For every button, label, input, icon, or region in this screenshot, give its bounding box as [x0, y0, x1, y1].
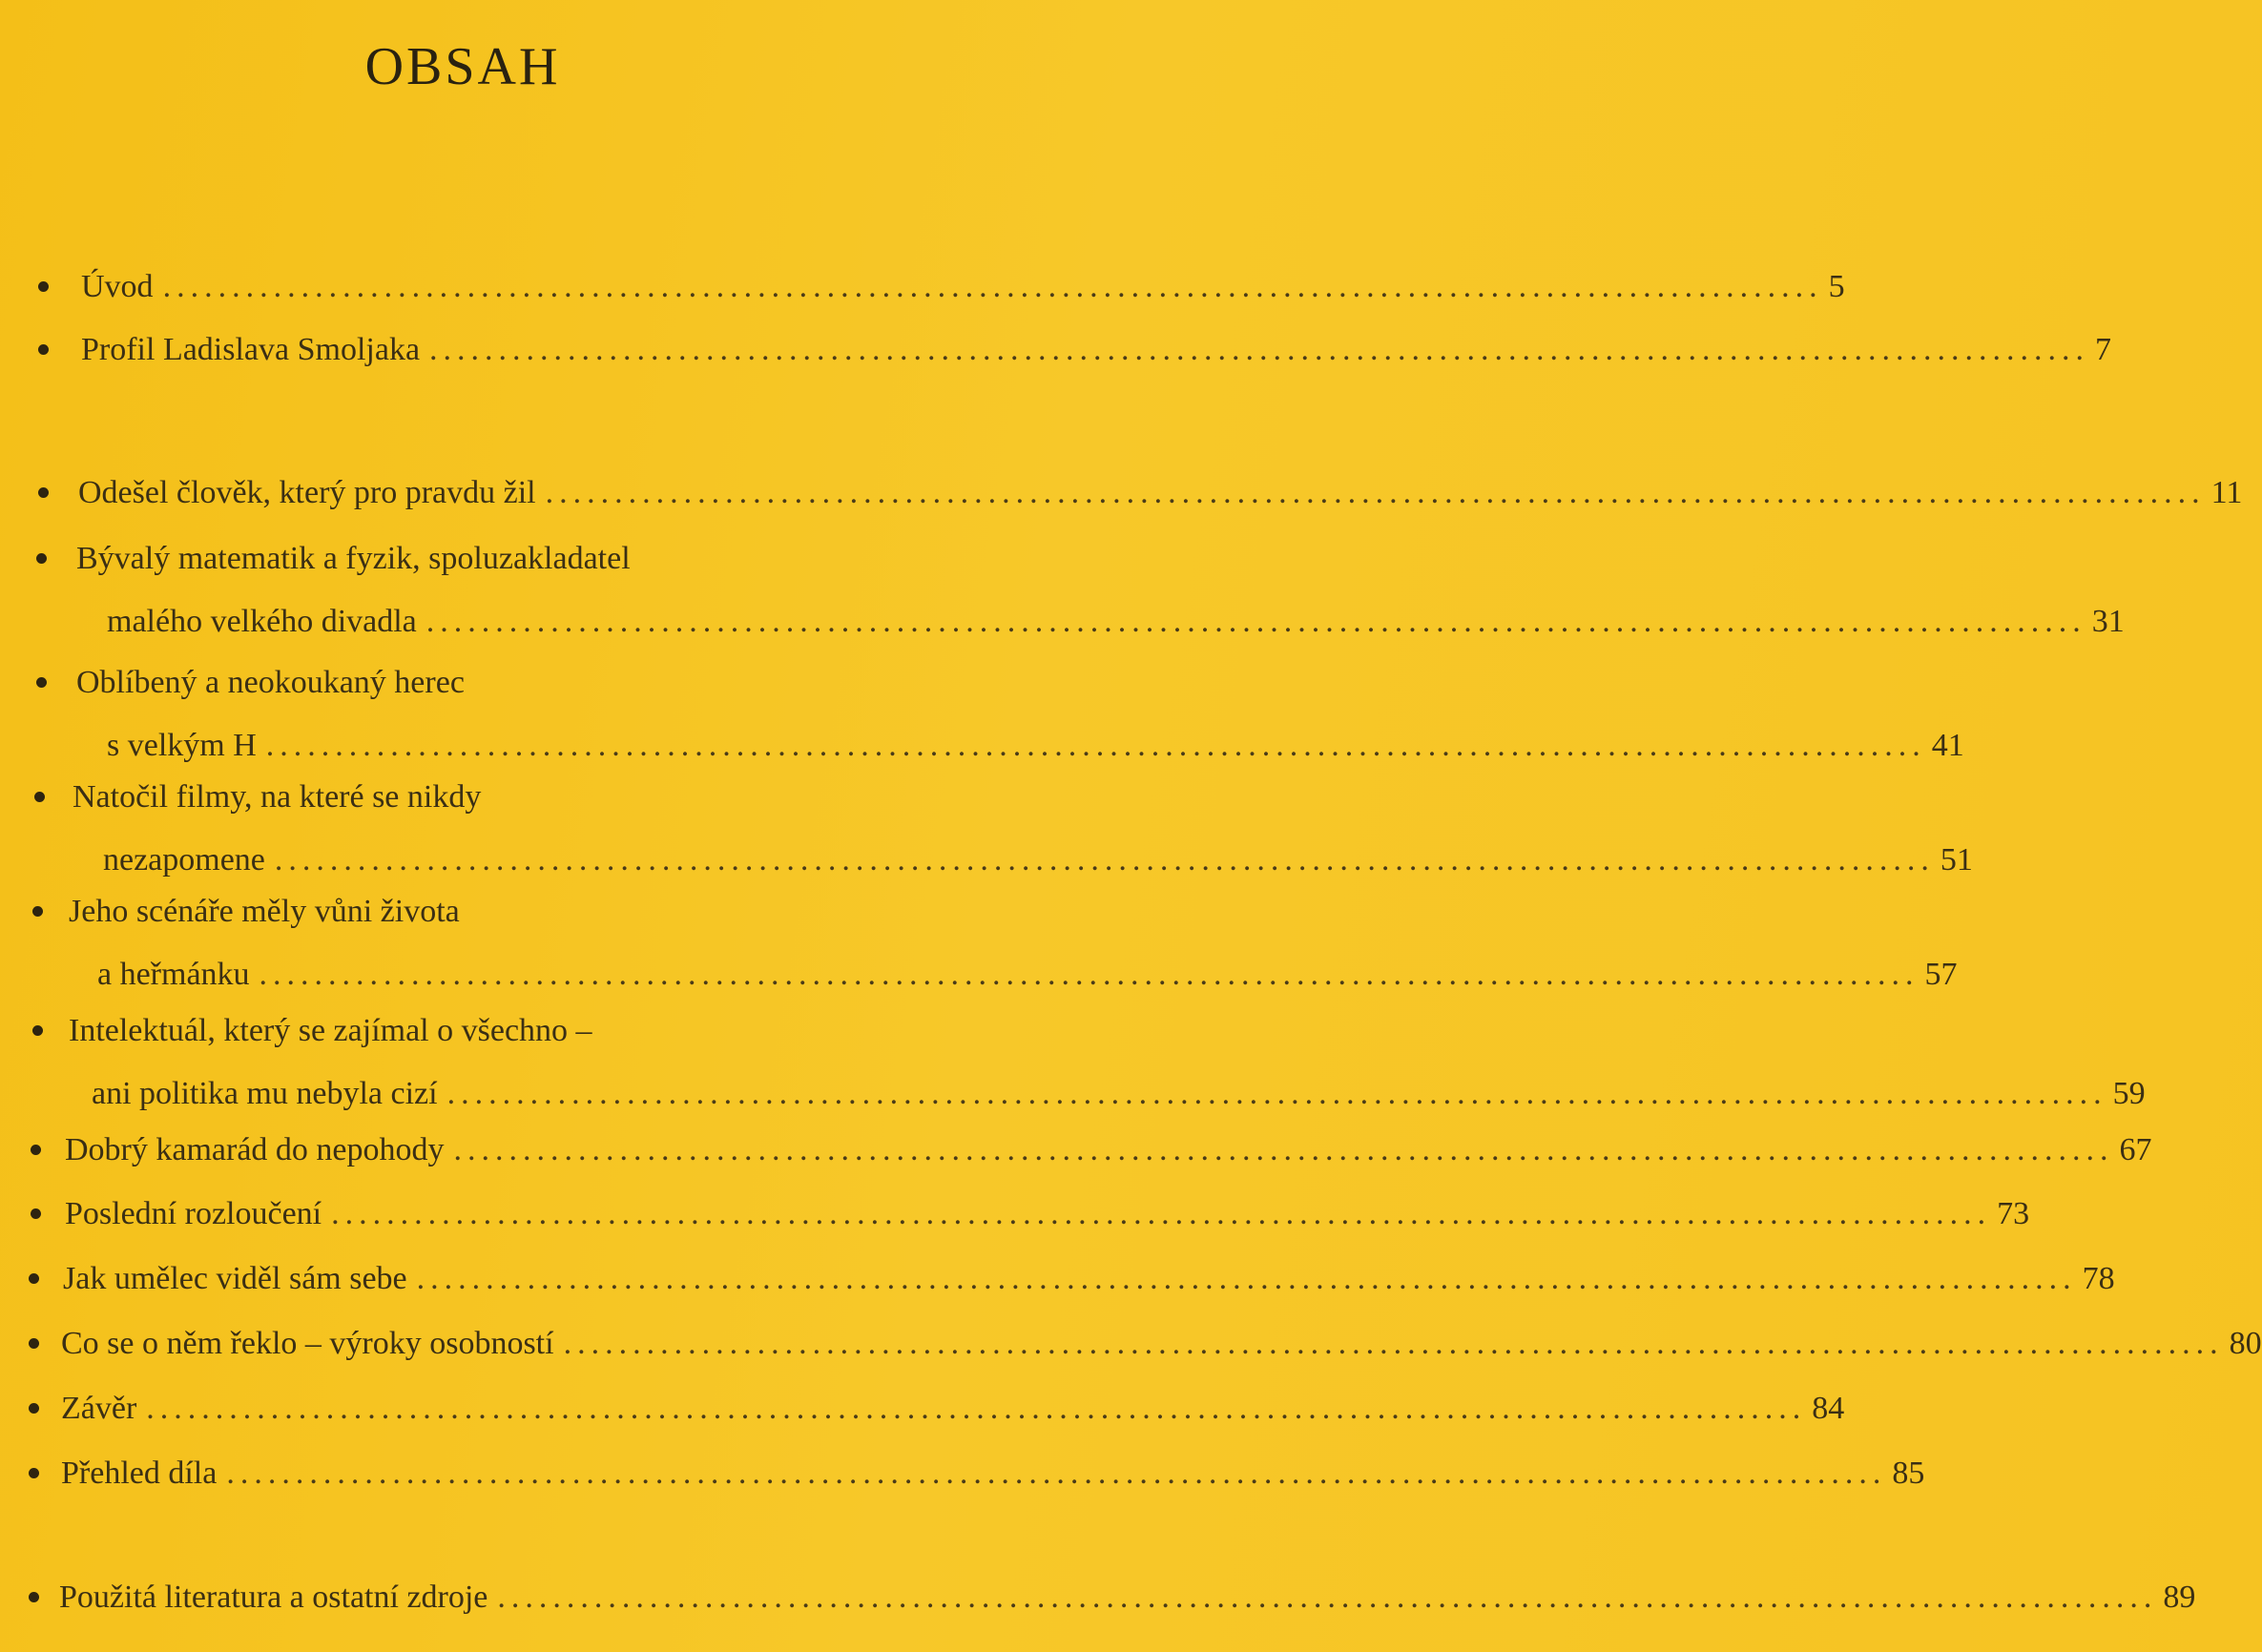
toc-entry[interactable] [32, 892, 1958, 1018]
toc-entry-title: Dobrý kamarád do nepohody [65, 1132, 445, 1167]
bullet-icon [29, 1403, 39, 1414]
toc-entry-title: Profil Ladislava Smoljaka [81, 332, 421, 367]
dot-leader: ........................................................................................................................ [259, 957, 1920, 992]
toc-entry-title: Oblíbený a neokoukaný herec [76, 665, 465, 700]
bullet-icon [29, 1592, 39, 1602]
toc-entry[interactable] [36, 663, 1964, 789]
toc-entry[interactable] [29, 1389, 1845, 1452]
toc-entry[interactable] [38, 267, 1845, 330]
toc-entry[interactable] [29, 1578, 2196, 1641]
toc-page-number: 41 [1931, 728, 1964, 763]
bullet-icon [29, 1338, 39, 1349]
toc-entry-title: Přehled díla [61, 1456, 218, 1491]
bullet-icon [38, 344, 49, 355]
bullet-icon [38, 487, 49, 498]
toc-entry-title: Co se o něm řeklo – výroky osobností [61, 1326, 554, 1361]
toc-entry-title: ani politika mu nebyla cizí [92, 1076, 438, 1111]
toc-entry-title: Odešel člověk, který pro pravdu žil [78, 475, 536, 510]
toc-entry[interactable] [36, 539, 2125, 665]
toc-page-number: 84 [1812, 1391, 1845, 1426]
bullet-icon [31, 1208, 41, 1219]
dot-leader: ........................................................................................................................ [146, 1391, 1807, 1426]
toc-entry-title: Poslední rozloučení [65, 1196, 322, 1231]
toc-page-number: 89 [2163, 1580, 2196, 1615]
dot-leader: ........................................................................................................................ [563, 1326, 2224, 1361]
toc-page-number: 7 [2095, 332, 2112, 367]
toc-page-number: 57 [1924, 957, 1958, 992]
toc-entry-title: Úvod [81, 269, 154, 304]
toc-entry[interactable] [38, 330, 2112, 393]
dot-leader: ........................................................................................................................ [331, 1196, 1992, 1231]
toc-entry-title: Závěr [61, 1391, 137, 1426]
dot-leader: ........................................................................................................................ [429, 332, 2090, 367]
toc-entry-title: malého velkého divadla [107, 604, 417, 639]
toc-page-number: 59 [2112, 1076, 2146, 1111]
toc-page-number: 51 [1940, 842, 1973, 878]
toc-entry[interactable] [32, 1011, 2146, 1137]
toc-page-number: 73 [1997, 1196, 2030, 1231]
dot-leader: ........................................................................................................................ [274, 842, 1935, 878]
bullet-icon [36, 677, 47, 688]
dot-leader: ........................................................................................................................ [226, 1456, 1887, 1491]
toc-page-number: 11 [2210, 475, 2243, 510]
toc-entry-title: Intelektuál, který se zajímal o všechno – [69, 1013, 592, 1048]
bullet-icon [34, 792, 45, 802]
toc-entry[interactable] [38, 473, 2243, 536]
dot-leader: ........................................................................................................................ [425, 604, 2086, 639]
dot-leader: ........................................................................................................................ [545, 475, 2206, 510]
toc-entry-title: s velkým H [107, 728, 257, 763]
bullet-icon [29, 1273, 39, 1284]
toc-entry[interactable] [31, 1194, 2030, 1257]
toc-entry[interactable] [29, 1259, 2115, 1322]
toc-entry[interactable] [29, 1454, 1925, 1517]
bullet-icon [36, 553, 47, 564]
dot-leader: ........................................................................................................................ [446, 1076, 2107, 1111]
bullet-icon [32, 906, 43, 917]
toc-entry-title: Jak umělec viděl sám sebe [63, 1261, 407, 1296]
toc-entry-title: a heřmánku [97, 957, 250, 992]
toc-entry-title: Bývalý matematik a fyzik, spoluzakladatel [76, 541, 631, 576]
toc-entry-title: Použitá literatura a ostatní zdroje [59, 1580, 488, 1615]
page-title: OBSAH [364, 37, 561, 96]
bullet-icon [29, 1468, 39, 1478]
toc-entry-title: Jeho scénáře měly vůni života [69, 894, 460, 929]
toc-page-number: 78 [2082, 1261, 2115, 1296]
dot-leader: ........................................................................................................................ [497, 1580, 2158, 1615]
toc-entry[interactable] [34, 777, 1973, 903]
toc-page-number: 5 [1828, 269, 1845, 304]
dot-leader: ........................................................................................................................ [162, 269, 1823, 304]
toc-page-number: 80 [2229, 1326, 2262, 1361]
toc-entry-title: Natočil filmy, na které se nikdy [73, 779, 482, 815]
bullet-icon [32, 1025, 43, 1036]
toc-entry[interactable] [29, 1324, 2262, 1387]
toc-entry[interactable] [31, 1130, 2152, 1193]
bullet-icon [38, 281, 49, 292]
bullet-icon [31, 1145, 41, 1155]
toc-page-number: 85 [1892, 1456, 1925, 1491]
dot-leader: ........................................................................................................................ [453, 1132, 2114, 1167]
dot-leader: ........................................................................................................................ [265, 728, 1926, 763]
toc-page-number: 31 [2091, 604, 2125, 639]
dot-leader: ........................................................................................................................ [416, 1261, 2077, 1296]
toc-page-number: 67 [2119, 1132, 2152, 1167]
toc-entry-title: nezapomene [103, 842, 265, 878]
